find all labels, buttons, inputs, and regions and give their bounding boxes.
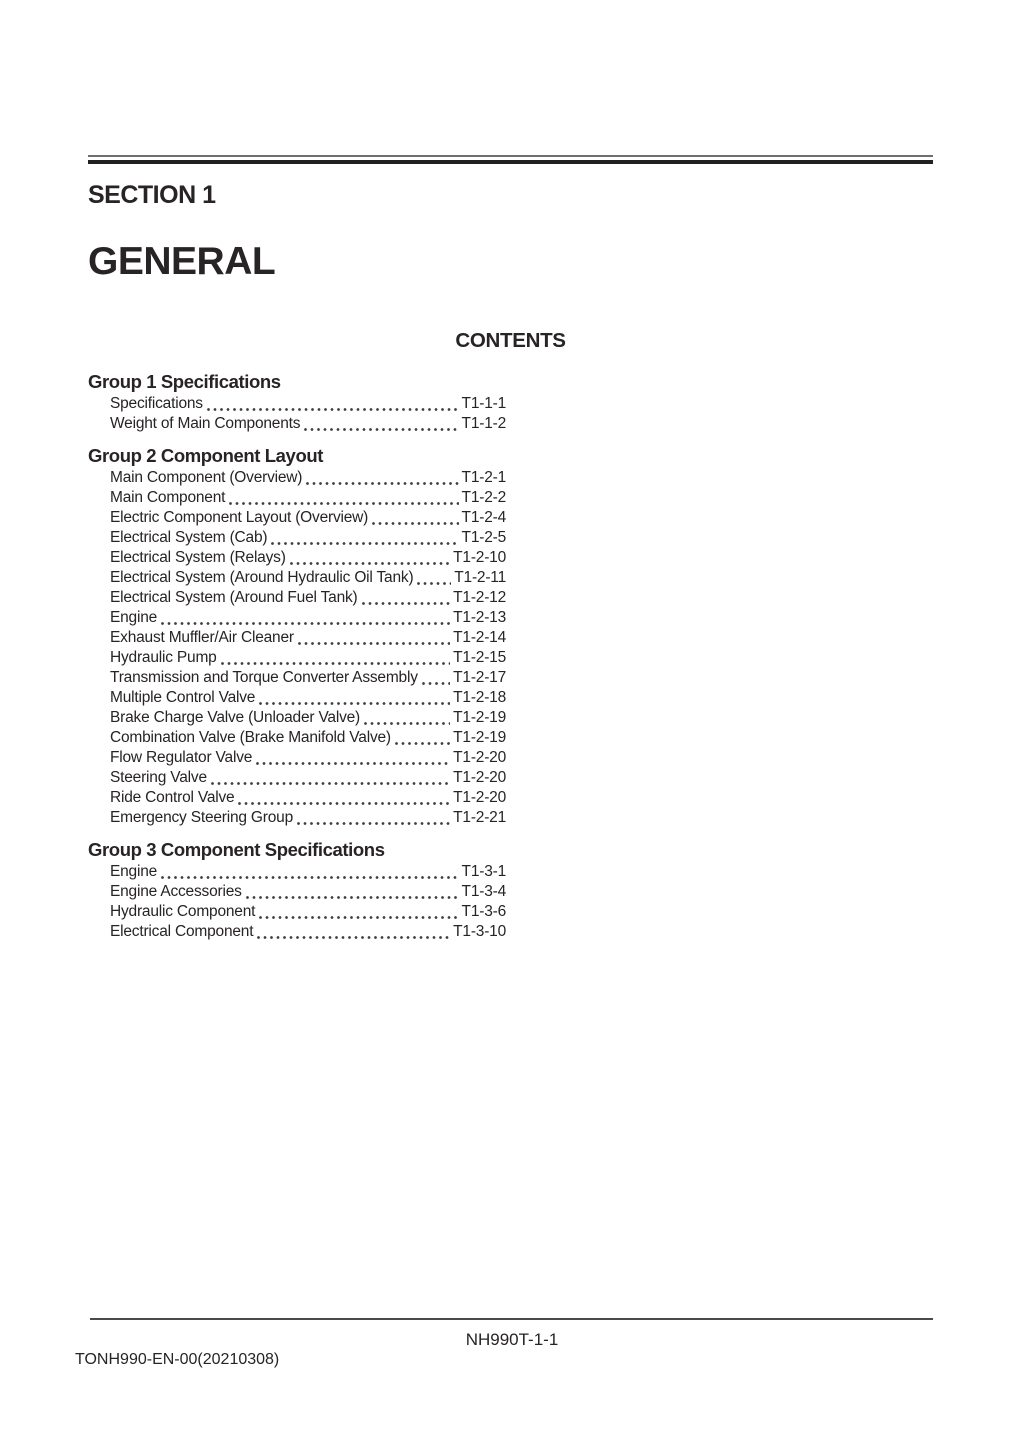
toc-leader-dots bbox=[395, 742, 450, 745]
toc-entry-label: Electrical System (Cab) bbox=[110, 529, 268, 546]
toc-leader-dots bbox=[238, 802, 450, 805]
toc-entry-label: Multiple Control Valve bbox=[110, 689, 256, 706]
toc-leader-dots bbox=[259, 702, 450, 705]
toc-entry bbox=[110, 488, 506, 508]
toc-leader-dots bbox=[257, 936, 450, 939]
toc-leader-dots bbox=[271, 542, 458, 545]
toc-leader-dots bbox=[211, 782, 450, 785]
footer-page-number: NH990T-1-1 bbox=[465, 1330, 559, 1349]
toc-entry-page: T1-2-20 bbox=[453, 769, 506, 786]
toc-entry-label: Ride Control Valve bbox=[110, 789, 235, 806]
header-double-rule bbox=[88, 155, 933, 164]
contents-heading: CONTENTS bbox=[455, 329, 566, 352]
toc-entry bbox=[110, 588, 506, 608]
toc-entry-label: Main Component bbox=[110, 489, 226, 506]
toc-entry-label: Electrical System (Around Hydraulic Oil Tank) bbox=[110, 569, 414, 586]
toc-entry bbox=[110, 788, 506, 808]
toc-leader-dots bbox=[246, 896, 459, 899]
toc-entry-page: T1-2-10 bbox=[453, 549, 506, 566]
toc-entry-label: Hydraulic Pump bbox=[110, 649, 217, 666]
toc-leader-dots bbox=[422, 682, 450, 685]
toc-entry-page: T1-2-11 bbox=[454, 569, 506, 586]
toc-entry bbox=[110, 862, 506, 882]
toc-entry-label: Brake Charge Valve (Unloader Valve) bbox=[110, 709, 361, 726]
toc-entry bbox=[110, 608, 506, 628]
toc-entry-page: T1-2-15 bbox=[453, 649, 506, 666]
toc-entry-page: T1-2-12 bbox=[453, 589, 506, 606]
toc-entry-label: Exhaust Muffler/Air Cleaner bbox=[110, 629, 294, 646]
toc-entry bbox=[110, 708, 506, 728]
toc-leader-dots bbox=[221, 662, 451, 665]
toc-entry-page: T1-2-1 bbox=[461, 469, 506, 486]
toc-entry bbox=[110, 548, 506, 568]
toc-leader-dots bbox=[362, 602, 451, 605]
toc-entry bbox=[110, 748, 506, 768]
toc-entry-label: Emergency Steering Group bbox=[110, 809, 294, 826]
toc-entry bbox=[110, 808, 506, 828]
toc-entry bbox=[110, 508, 506, 528]
toc-entry-page: T1-2-20 bbox=[453, 789, 506, 806]
toc-entry-label: Combination Valve (Brake Manifold Valve) bbox=[110, 729, 391, 746]
toc-leader-dots bbox=[306, 482, 458, 485]
toc-entry bbox=[110, 648, 506, 668]
toc-entry-page: T1-2-17 bbox=[453, 669, 506, 686]
toc-leader-dots bbox=[364, 722, 450, 725]
toc-leader-dots bbox=[161, 876, 458, 879]
toc-group bbox=[88, 370, 506, 434]
toc bbox=[88, 370, 506, 942]
toc-group bbox=[88, 444, 506, 828]
toc-leader-dots bbox=[297, 822, 450, 825]
toc-entry-label: Electric Component Layout (Overview) bbox=[110, 509, 369, 526]
toc-leader-dots bbox=[298, 642, 450, 645]
toc-entry-page: T1-2-19 bbox=[453, 729, 506, 746]
toc-entry bbox=[110, 528, 506, 548]
toc-entry-label: Specifications bbox=[110, 395, 203, 412]
toc-entry-page: T1-1-1 bbox=[461, 395, 506, 412]
toc-entry bbox=[110, 768, 506, 788]
toc-entry-page: T1-2-18 bbox=[453, 689, 506, 706]
toc-entry-label: Transmission and Torque Converter Assembly bbox=[110, 669, 418, 686]
toc-entry bbox=[110, 728, 506, 748]
toc-entry-page: T1-3-4 bbox=[461, 883, 506, 900]
toc-entry-page: T1-1-2 bbox=[461, 415, 506, 432]
toc-entry-label: Hydraulic Component bbox=[110, 903, 256, 920]
toc-entry-label: Electrical System (Relays) bbox=[110, 549, 286, 566]
toc-entry-label: Electrical Component bbox=[110, 923, 254, 940]
toc-group-title: Group 2 Component Layout bbox=[88, 445, 324, 466]
toc-entry-label: Steering Valve bbox=[110, 769, 207, 786]
footer-doc-number: TONH990-EN-00(20210308) bbox=[75, 1351, 280, 1368]
toc-entry-page: T1-2-20 bbox=[453, 749, 506, 766]
toc-entry-label: Weight of Main Components bbox=[110, 415, 301, 432]
toc-entry-label: Engine bbox=[110, 609, 158, 626]
toc-entry-page: T1-2-21 bbox=[453, 809, 506, 826]
toc-leader-dots bbox=[229, 502, 458, 505]
toc-leader-dots bbox=[304, 428, 458, 431]
toc-entry-page: T1-3-6 bbox=[461, 903, 506, 920]
toc-entry bbox=[110, 568, 506, 588]
toc-entry-label: Electrical System (Around Fuel Tank) bbox=[110, 589, 358, 606]
toc-entry-page: T1-2-19 bbox=[453, 709, 506, 726]
page-content bbox=[0, 155, 1024, 942]
toc-leader-dots bbox=[161, 622, 450, 625]
toc-entry bbox=[110, 668, 506, 688]
toc-leader-dots bbox=[417, 582, 451, 585]
toc-entry bbox=[110, 394, 506, 414]
toc-entry bbox=[110, 468, 506, 488]
toc-leader-dots bbox=[372, 522, 458, 525]
toc-entry bbox=[110, 922, 506, 942]
page-title: GENERAL bbox=[88, 240, 276, 283]
toc-entry-label: Engine bbox=[110, 863, 158, 880]
toc-entry bbox=[110, 628, 506, 648]
toc-entry-label: Flow Regulator Valve bbox=[110, 749, 253, 766]
toc-entry bbox=[110, 902, 506, 922]
toc-entry-page: T1-2-14 bbox=[453, 629, 506, 646]
toc-entry-page: T1-2-13 bbox=[453, 609, 506, 626]
toc-entry-label: Engine Accessories bbox=[110, 883, 242, 900]
toc-entry bbox=[110, 688, 506, 708]
toc-entry bbox=[110, 882, 506, 902]
toc-entry bbox=[110, 414, 506, 434]
section-label: SECTION 1 bbox=[88, 181, 216, 209]
toc-entry-page: T1-3-10 bbox=[453, 923, 506, 940]
toc-group-title: Group 1 Specifications bbox=[88, 371, 281, 392]
toc-leader-dots bbox=[256, 762, 450, 765]
toc-entry-page: T1-3-1 bbox=[461, 863, 506, 880]
toc-entry-page: T1-2-5 bbox=[461, 529, 506, 546]
toc-entry-page: T1-2-2 bbox=[461, 489, 506, 506]
toc-group-title: Group 3 Component Specifications bbox=[88, 839, 385, 860]
toc-leader-dots bbox=[290, 562, 450, 565]
toc-group bbox=[88, 838, 506, 942]
toc-leader-dots bbox=[207, 408, 459, 411]
toc-entry-label: Main Component (Overview) bbox=[110, 469, 303, 486]
toc-entry-page: T1-2-4 bbox=[461, 509, 506, 526]
toc-leader-dots bbox=[259, 916, 458, 919]
footer-rule bbox=[90, 1318, 933, 1320]
